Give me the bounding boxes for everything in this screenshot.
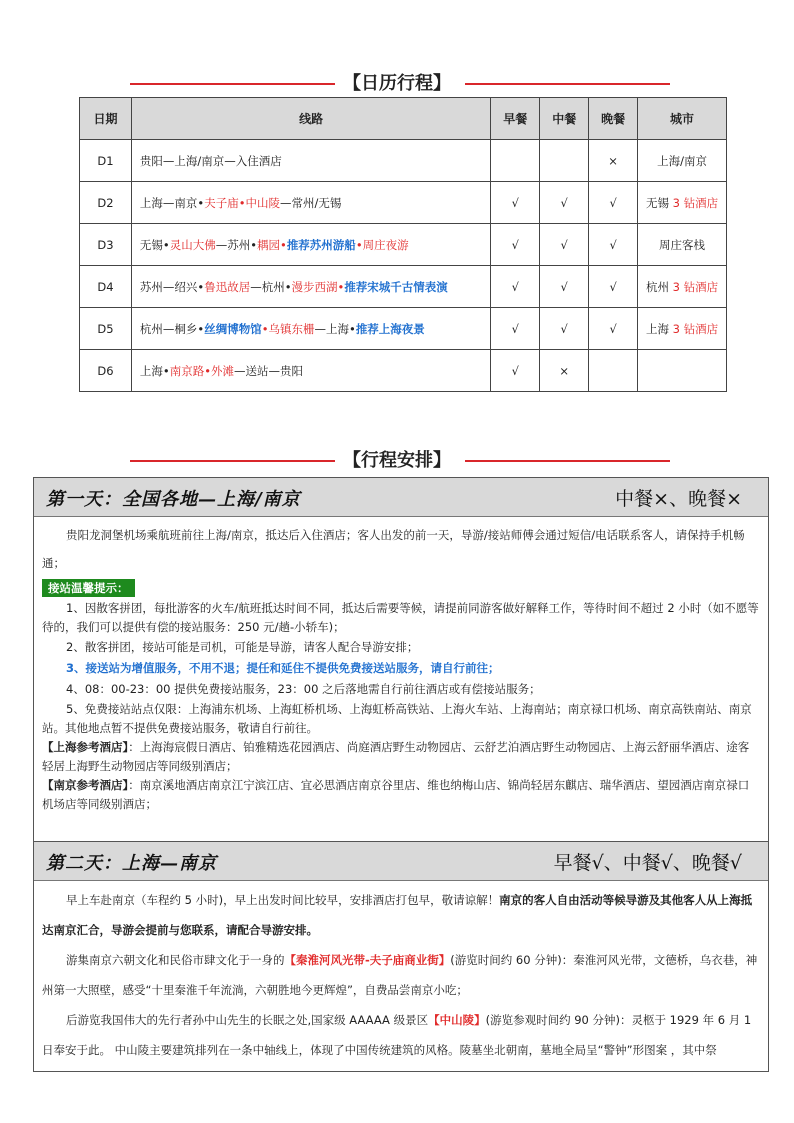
city-cell: 周庄客栈 [638,224,727,266]
header-dinner: 晚餐 [589,98,638,140]
day2-body [34,881,768,1065]
day2-box [33,841,769,1072]
table-row [80,224,727,266]
calendar-table [79,97,727,392]
route-cell: 苏州—绍兴•鲁迅故居—杭州•漫步西湖•推荐宋城千古情表演 [131,266,490,308]
day-cell: D1 [80,140,132,182]
day2-paragraph-1: 早上车赴南京（车程约 5 小时)，早上出发时间比较早，安排酒店打包早，敬请谅解！南京的客人自由活动等候导游及其他客人从上海抵达南京汇合，导游会提前与您联系，请配合导游安排。 [42,893,753,937]
lunch-cell: √ [540,182,589,224]
header-date: 日期 [80,98,132,140]
route-cell: 贵阳—上海/南京—入住酒店 [131,140,490,182]
table-row [80,308,727,350]
day2-meals: 早餐√、中餐√、晚餐√ [553,852,742,874]
calendar-title: 【日历行程】 [343,73,451,94]
day-cell: D3 [80,224,132,266]
shanghai-hotels: 【上海参考酒店】：上海海宸假日酒店、铂雅精选花园酒店、尚庭酒店野生动物园店、云舒艺泊酒店野生动物园店、上海云舒丽华酒店、途客轻居上海野生动物园店等同级别酒店； [42,740,750,773]
header-lunch: 中餐 [540,98,589,140]
breakfast-cell: √ [491,182,540,224]
lunch-cell [540,140,589,182]
calendar-section-title [0,72,794,96]
lunch-cell: √ [540,308,589,350]
day2-header [34,842,768,881]
tip-5: 5、免费接站站点仅限：上海浦东机场、上海虹桥机场、上海虹桥高铁站、上海火车站、上海南站；南京禄口机场、南京高铁南站、南京站。其他地点暂不提供免费接站服务，敬请自行前往。 [42,702,752,735]
day-cell: D2 [80,182,132,224]
breakfast-cell: √ [491,350,540,392]
day2-paragraph-3: 后游览我国伟大的先行者孙中山先生的长眠之处,国家级 AAAAA 级景区【中山陵】(游览参观时间约 90 分钟)：灵柩于 1929 年 6 月 1 日奉安于此。 中山陵主要建筑排列在一条中轴线上，体现了中国传统建筑的风格。陵墓坐北朝南，墓地全局呈“警钟”形图案 ，其中祭 [42,1013,752,1057]
day1-body [34,517,768,814]
itinerary-section-title [0,449,794,473]
day-cell: D5 [80,308,132,350]
pickup-tip-label: 接站温馨提示： [42,579,135,597]
table-row [80,182,727,224]
lunch-cell: √ [540,224,589,266]
itinerary-title: 【行程安排】 [343,450,451,471]
dinner-cell: √ [589,266,638,308]
city-cell: 杭州 3 钻酒店 [638,266,727,308]
day1-header [34,478,768,517]
day1-intro: 贵阳龙洞堡机场乘航班前往上海/南京，抵达后入住酒店；客人出发的前一天，导游/接站师傅会通过短信/电话联系客人，请保持手机畅通； [42,528,745,570]
day2-paragraph-2: 游集南京六朝文化和民俗市肆文化于一身的【秦淮河风光带-夫子庙商业街】(游览时间约 60 分钟)：秦淮河风光带，文德桥，乌衣巷，神州第一大照壁，感受“十里秦淮千年流淌，六朝胜地今更辉煌”，自费品尝南京小吃； [42,953,758,997]
header-breakfast: 早餐 [491,98,540,140]
day1-name: 第一天：全国各地—上海/南京 [46,489,301,510]
dinner-cell: × [589,140,638,182]
route-cell: 无锡•灵山大佛—苏州•耦园•推荐苏州游船•周庄夜游 [131,224,490,266]
route-cell: 上海•南京路•外滩—送站—贵阳 [131,350,490,392]
dinner-cell: √ [589,224,638,266]
breakfast-cell: √ [491,308,540,350]
table-row [80,350,727,392]
tip-2: 2、散客拼团，接站可能是司机，可能是导游，请客人配合导游安排； [66,640,419,654]
dinner-cell: √ [589,182,638,224]
breakfast-cell [491,140,540,182]
route-cell: 上海—南京•夫子庙•中山陵—常州/无锡 [131,182,490,224]
table-header-row [80,98,727,140]
dinner-cell: √ [589,308,638,350]
route-cell: 杭州—桐乡•丝绸博物馆•乌镇东栅—上海•推荐上海夜景 [131,308,490,350]
nanjing-hotels: 【南京参考酒店】：南京溪地酒店南京江宁滨江店、宜必思酒店南京谷里店、维也纳梅山店、锦尚轻居东麒店、瑞华酒店、望园酒店南京禄口机场店等同级别酒店； [42,778,750,811]
table-row [80,266,727,308]
breakfast-cell: √ [491,266,540,308]
lunch-cell: √ [540,266,589,308]
city-cell: 无锡 3 钻酒店 [638,182,727,224]
city-cell: 上海 3 钻酒店 [638,308,727,350]
day1-box [33,477,769,842]
breakfast-cell: √ [491,224,540,266]
day2-name: 第二天：上海—南京 [46,853,217,874]
day1-meals: 中餐×、晚餐× [615,488,742,510]
header-route: 线路 [131,98,490,140]
table-row [80,140,727,182]
day-cell: D6 [80,350,132,392]
city-cell [638,350,727,392]
tip-1: 1、因散客拼团，每批游客的火车/航班抵达时间不同，抵达后需要等候，请提前同游客做好解释工作，等待时间不超过 2 小时（如不愿等待的，我们可以提供有偿的接站服务：250 元/趟-小轿车)； [42,601,759,634]
tip-3: 3、接送站为增值服务，不用不退；提任和延住不提供免费接送站服务，请自行前往； [66,661,500,675]
lunch-cell: × [540,350,589,392]
header-city: 城市 [638,98,727,140]
day-cell: D4 [80,266,132,308]
dinner-cell [589,350,638,392]
city-cell: 上海/南京 [638,140,727,182]
tip-4: 4、08：00-23：00 提供免费接站服务，23：00 之后落地需自行前往酒店或有偿接站服务； [66,682,541,696]
